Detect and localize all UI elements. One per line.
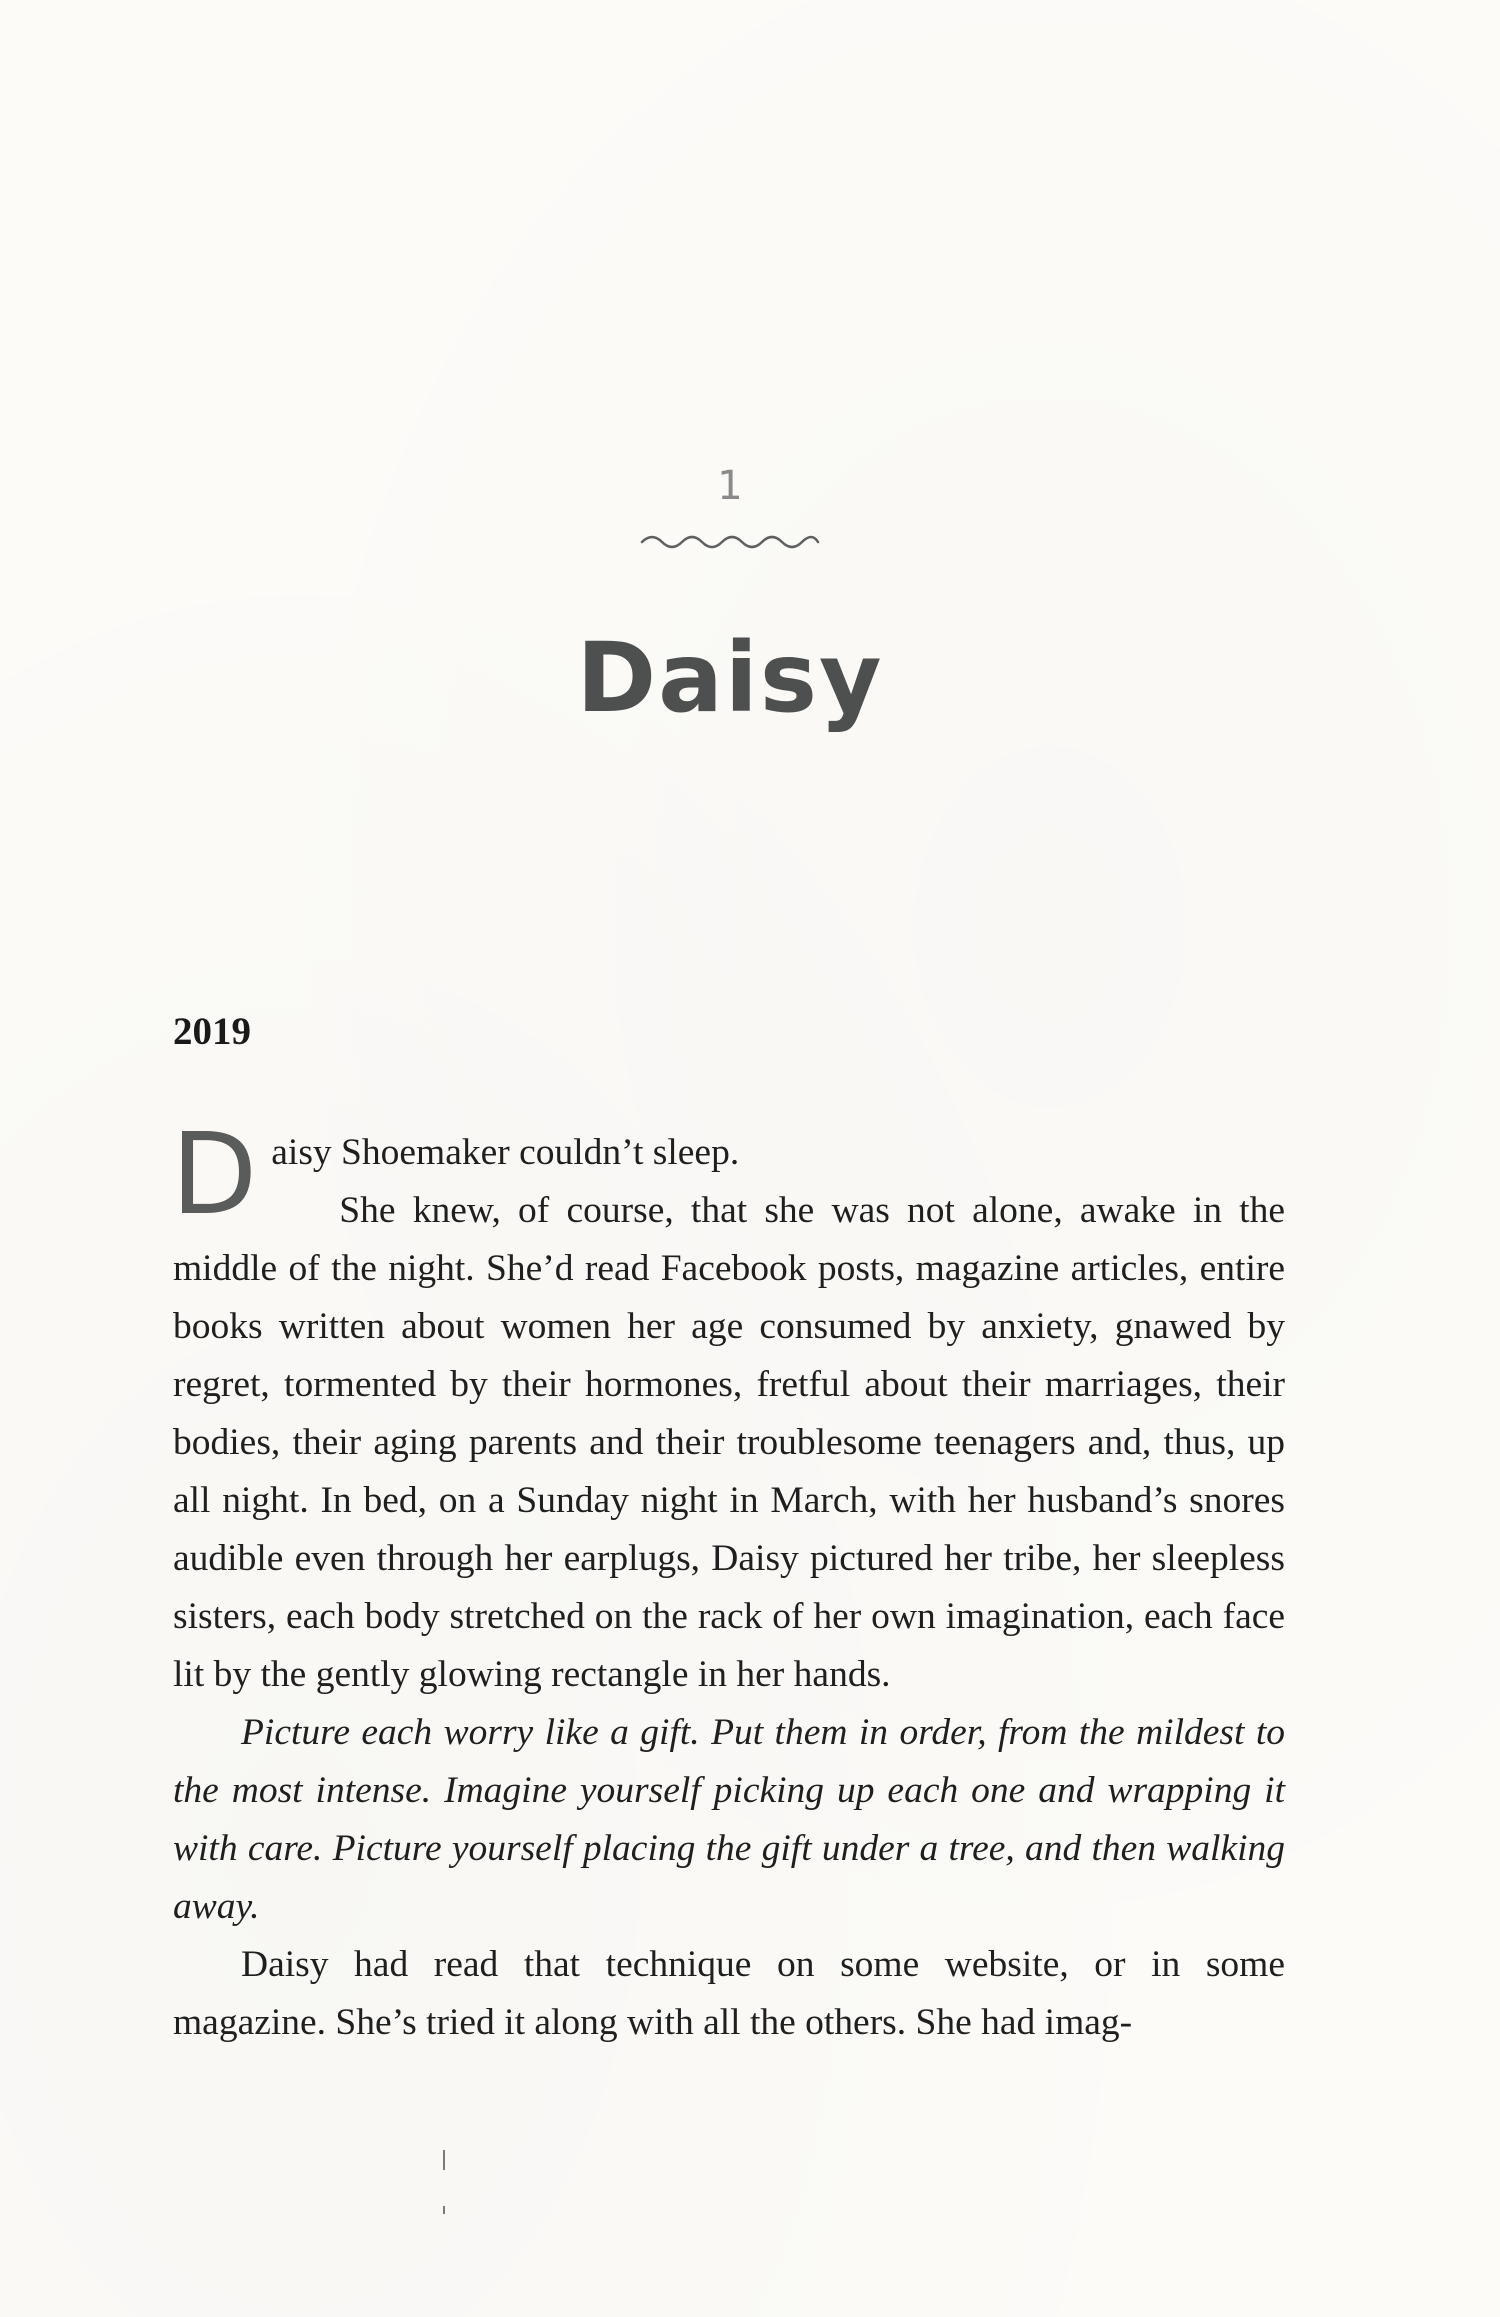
italic-paragraph: Picture each worry like a gift. Put them in order, from the mildest to the most intense. Imagine yourself picking up each one and wrapping it with care. Picture yourself placing the gift under a tree, and then walking away. — [173, 1712, 1285, 1927]
paragraph: Daisy had read that technique on some website, or in some magazine. She’s tried it along with all the others. She had imag- — [173, 1944, 1285, 2043]
section-year: 2019 — [173, 1010, 251, 1053]
squiggle-ornament-icon — [640, 530, 820, 554]
first-line-text: aisy Shoemaker couldn’t sleep. — [271, 1132, 740, 1173]
chapter-title: Daisy — [576, 622, 884, 734]
scan-speck — [443, 2206, 445, 2214]
body-text — [171, 1110, 1285, 2052]
scan-speck — [443, 2150, 445, 2170]
paragraph: She knew, of course, that she was not alone, awake in the middle of the night. She’d read Facebook posts, magazine articles, entire books written about women her age consumed by anxiety, gnawed by regret, tormented by their hormones, fretful about their marriages, their bodies, their aging parents and their troublesome teenagers and, thus, up all night. In bed, on a Sunday night in March, with her husband’s snores audible even through her earplugs, Daisy pictured her tribe, her sleepless sisters, each body stretched on the rack of her own imagination, each face lit by the gently glowing rectangle in her hands. — [173, 1190, 1285, 1695]
drop-cap: D — [171, 1110, 258, 1240]
chapter-number: 1 — [717, 463, 743, 509]
opening-paragraph — [171, 1110, 1285, 1240]
